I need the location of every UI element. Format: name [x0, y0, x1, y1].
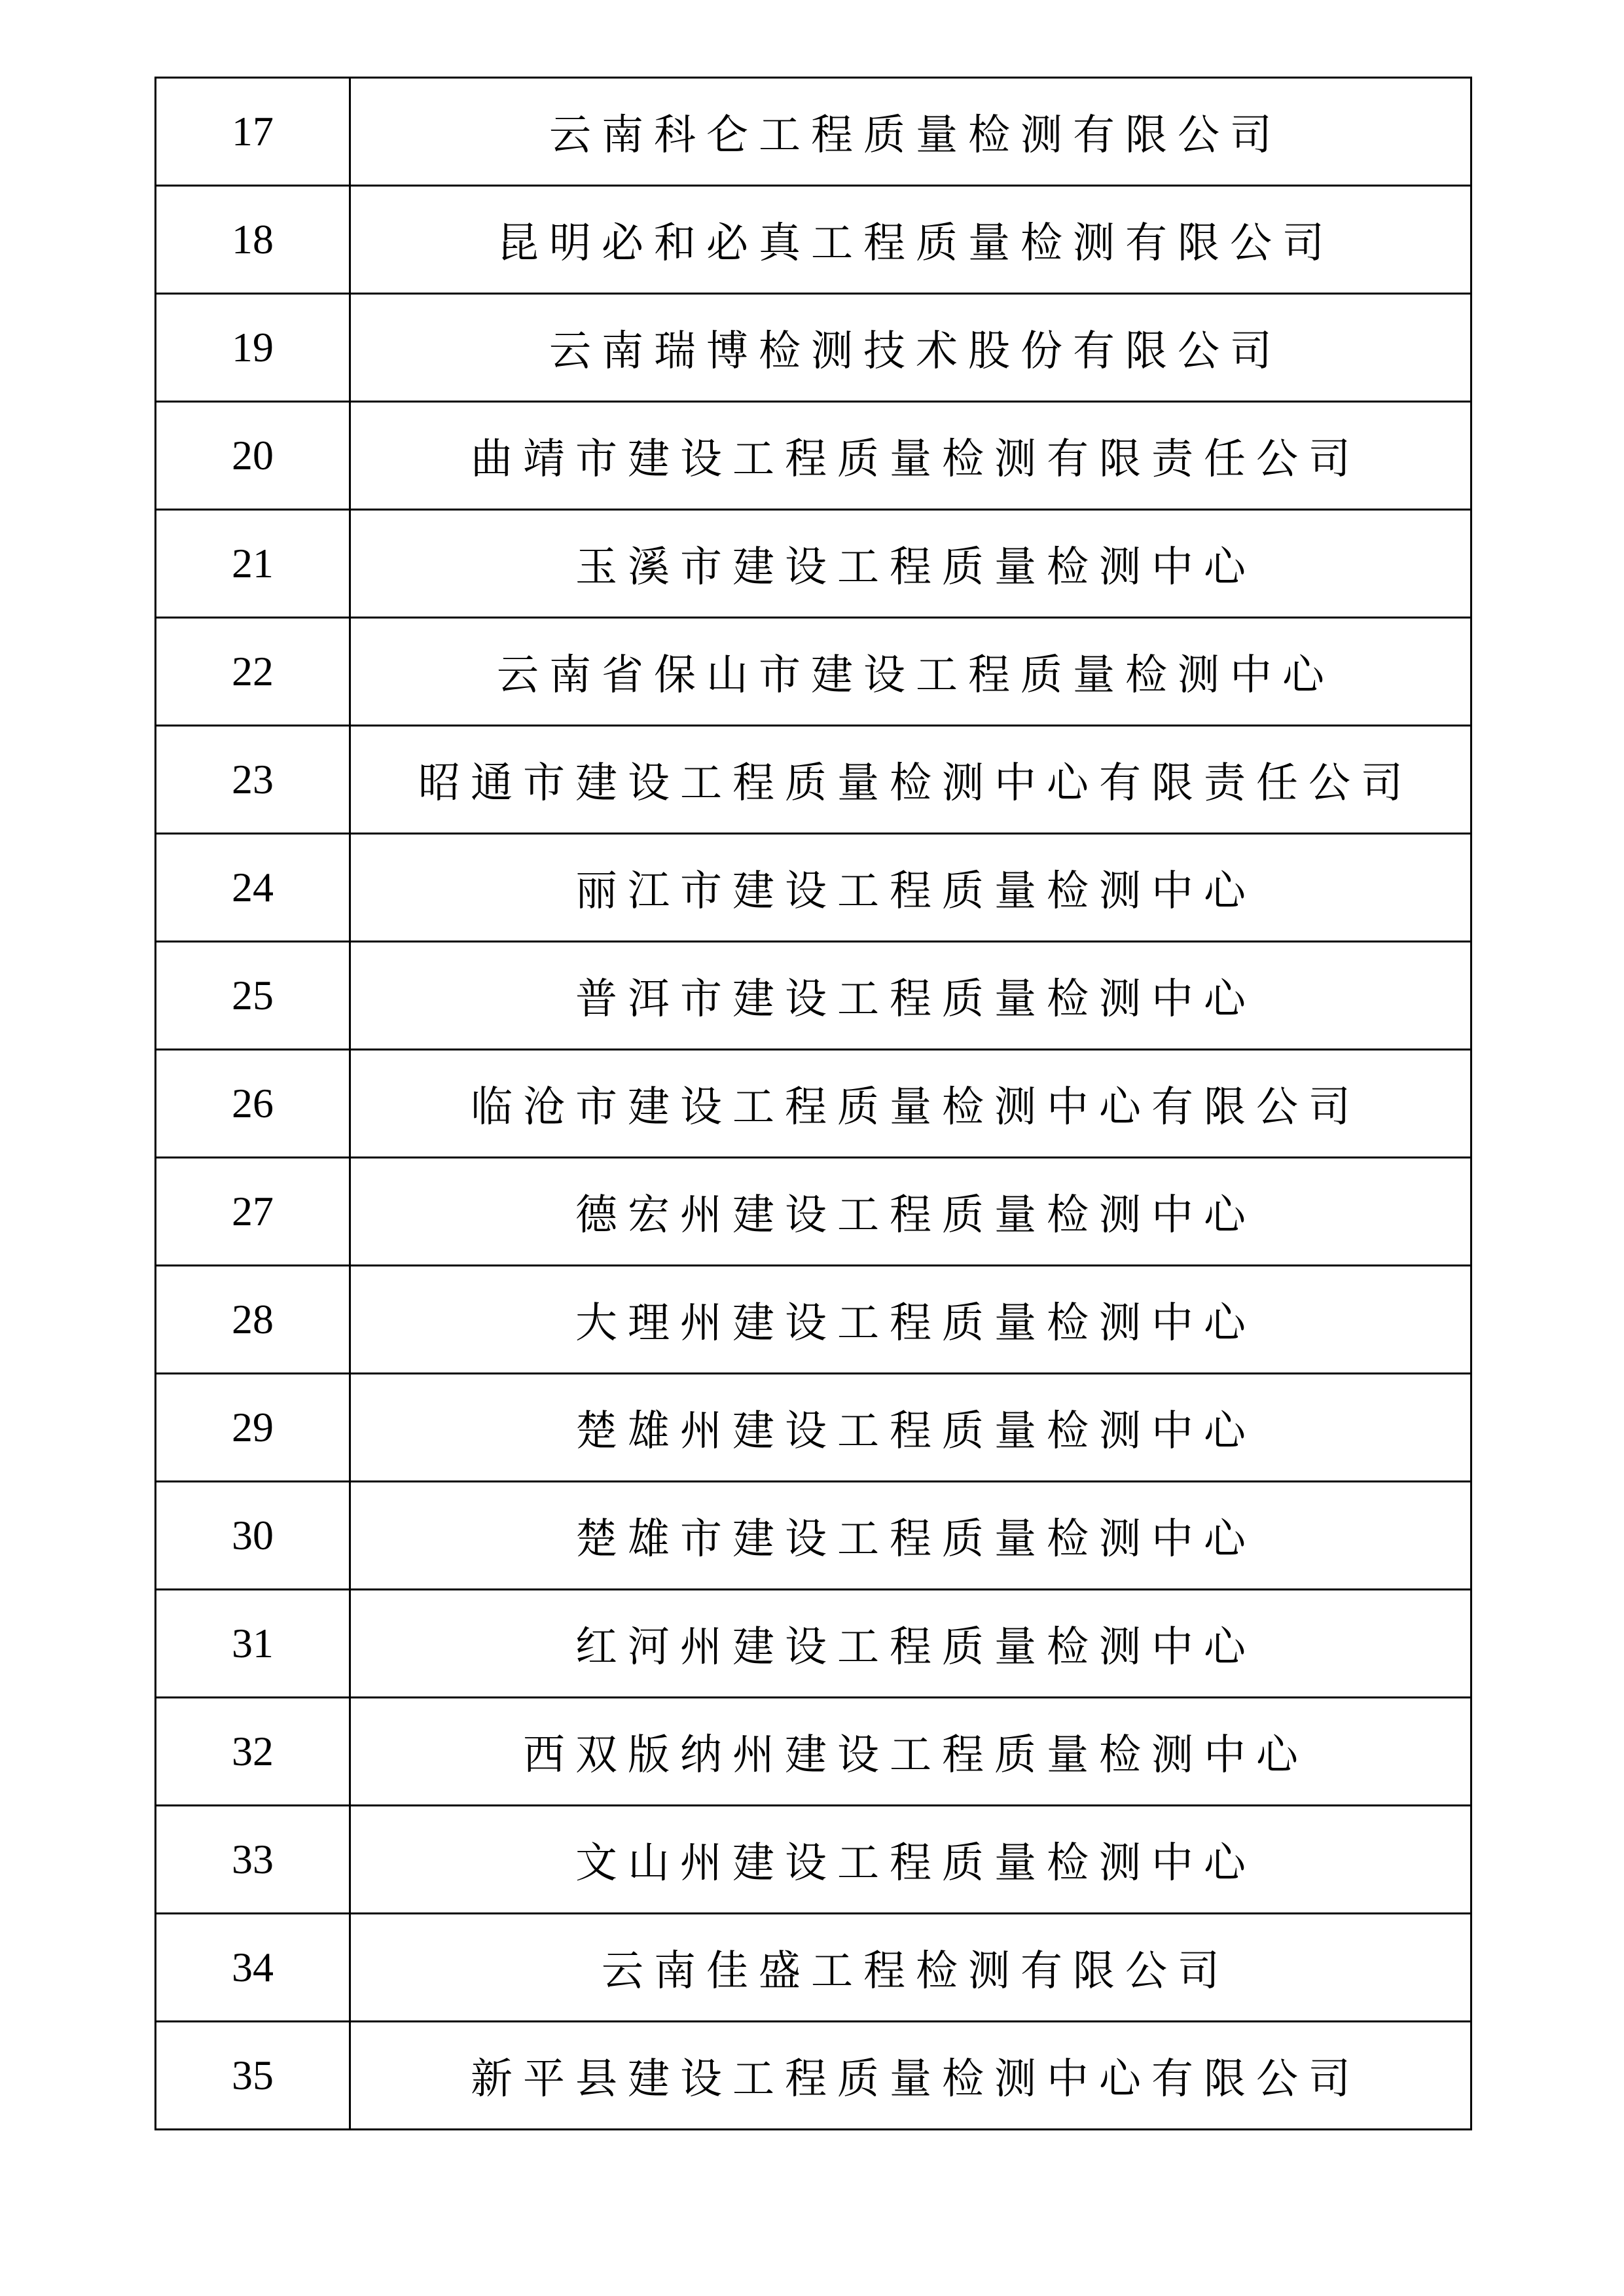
table-row [156, 1698, 1471, 1806]
row-number: 27 [156, 1158, 350, 1266]
table-row [156, 834, 1471, 942]
table-row [156, 78, 1471, 186]
row-number: 31 [156, 1590, 350, 1698]
row-number: 34 [156, 1914, 350, 2022]
institution-name: 丽江市建设工程质量检测中心 [350, 834, 1471, 942]
institution-name: 玉溪市建设工程质量检测中心 [350, 510, 1471, 618]
institution-name: 云南瑞博检测技术股份有限公司 [350, 294, 1471, 402]
table-row [156, 1914, 1471, 2022]
table-row [156, 1266, 1471, 1374]
table-row [156, 1158, 1471, 1266]
row-number: 32 [156, 1698, 350, 1806]
row-number: 35 [156, 2022, 350, 2130]
institution-name: 曲靖市建设工程质量检测有限责任公司 [350, 402, 1471, 510]
table-row [156, 618, 1471, 726]
table-row [156, 1590, 1471, 1698]
table-row [156, 186, 1471, 294]
institution-name: 楚雄市建设工程质量检测中心 [350, 1482, 1471, 1590]
institution-name: 昆明必和必真工程质量检测有限公司 [350, 186, 1471, 294]
row-number: 23 [156, 726, 350, 834]
table-row [156, 1482, 1471, 1590]
institution-name: 红河州建设工程质量检测中心 [350, 1590, 1471, 1698]
row-number: 17 [156, 78, 350, 186]
row-number: 18 [156, 186, 350, 294]
row-number: 20 [156, 402, 350, 510]
table-row [156, 510, 1471, 618]
institution-name: 云南佳盛工程检测有限公司 [350, 1914, 1471, 2022]
institution-name: 西双版纳州建设工程质量检测中心 [350, 1698, 1471, 1806]
row-number: 22 [156, 618, 350, 726]
row-number: 21 [156, 510, 350, 618]
table-row [156, 2022, 1471, 2130]
institution-name: 云南科仑工程质量检测有限公司 [350, 78, 1471, 186]
table-row [156, 1806, 1471, 1914]
institution-name: 普洱市建设工程质量检测中心 [350, 942, 1471, 1050]
table-row [156, 942, 1471, 1050]
row-number: 19 [156, 294, 350, 402]
row-number: 29 [156, 1374, 350, 1482]
institution-table [154, 77, 1472, 2130]
table-row [156, 1050, 1471, 1158]
table-row [156, 726, 1471, 834]
row-number: 25 [156, 942, 350, 1050]
row-number: 33 [156, 1806, 350, 1914]
table-row [156, 294, 1471, 402]
row-number: 28 [156, 1266, 350, 1374]
institution-name: 新平县建设工程质量检测中心有限公司 [350, 2022, 1471, 2130]
institution-name: 文山州建设工程质量检测中心 [350, 1806, 1471, 1914]
institution-name: 临沧市建设工程质量检测中心有限公司 [350, 1050, 1471, 1158]
institution-name: 德宏州建设工程质量检测中心 [350, 1158, 1471, 1266]
institution-name: 昭通市建设工程质量检测中心有限责任公司 [350, 726, 1471, 834]
institution-name: 大理州建设工程质量检测中心 [350, 1266, 1471, 1374]
institution-name: 云南省保山市建设工程质量检测中心 [350, 618, 1471, 726]
row-number: 24 [156, 834, 350, 942]
table-row [156, 402, 1471, 510]
institution-table-body [156, 78, 1471, 2130]
row-number: 30 [156, 1482, 350, 1590]
institution-name: 楚雄州建设工程质量检测中心 [350, 1374, 1471, 1482]
row-number: 26 [156, 1050, 350, 1158]
table-row [156, 1374, 1471, 1482]
